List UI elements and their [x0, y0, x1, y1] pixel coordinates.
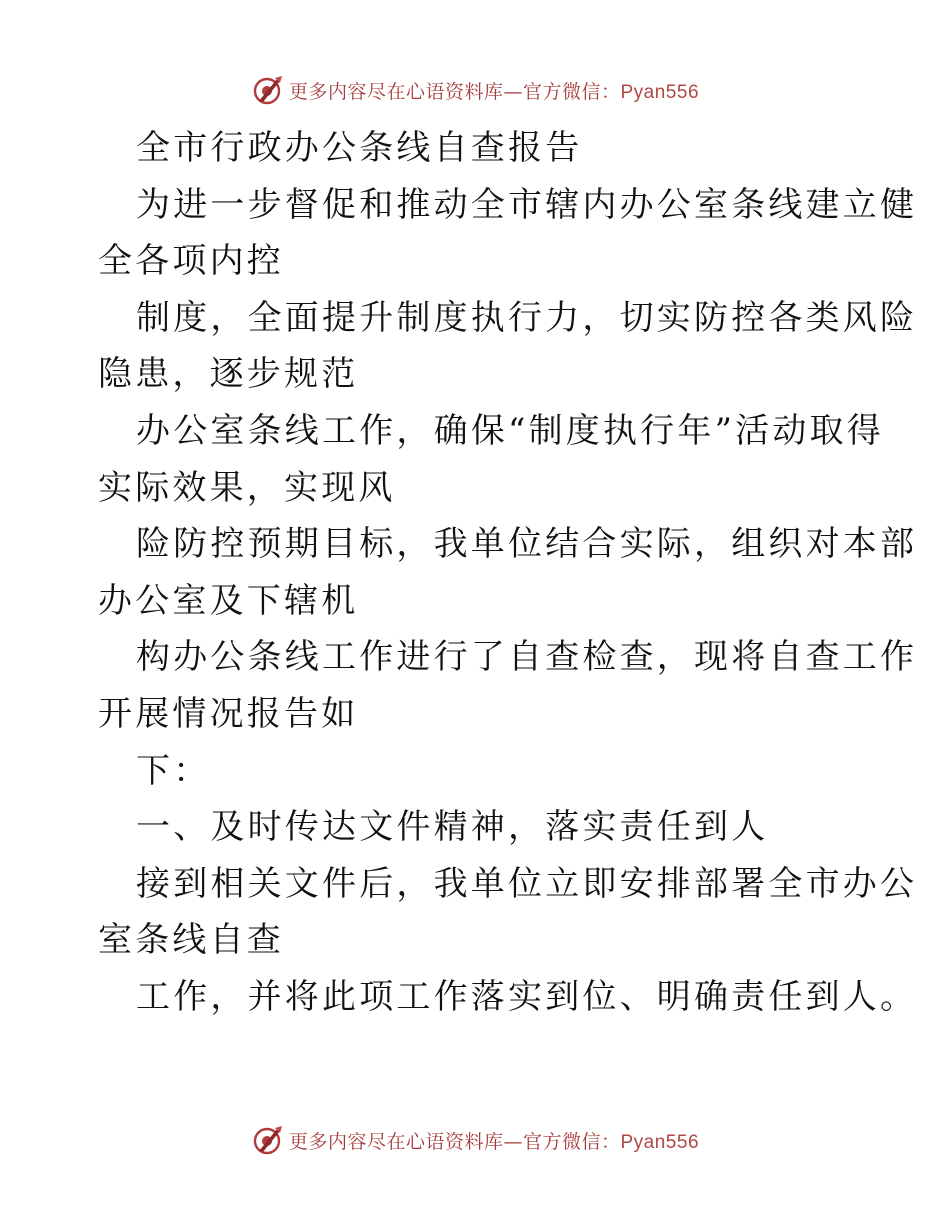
paragraph-line: 接到相关文件后，我单位立即安排部署全市办公	[136, 863, 918, 904]
quill-seal-icon	[251, 1123, 285, 1157]
quill-seal-icon	[251, 73, 285, 107]
paragraph-line: 办公室条线工作，确保“制度执行年”活动取得	[136, 410, 884, 451]
watermark-text	[289, 77, 699, 104]
watermark-handle: Pyan556	[620, 1131, 700, 1153]
paragraph-line: 全各项内控	[98, 241, 284, 282]
footer-watermark	[0, 1120, 950, 1160]
paragraph-line: 制度，全面提升制度执行力，切实防控各类风险	[136, 297, 918, 338]
watermark-text	[289, 1127, 699, 1154]
document-body	[98, 120, 918, 1026]
watermark-handle: Pyan556	[620, 81, 700, 103]
paragraph-line: 实际效果，实现风	[98, 467, 396, 508]
paragraph-line: 办公室及下辖机	[98, 580, 359, 621]
paragraph-line: 险防控预期目标，我单位结合实际，组织对本部	[136, 524, 918, 565]
watermark-label: 更多内容尽在心语资料库—官方微信：	[288, 80, 621, 103]
paragraph-line: 工作，并将此项工作落实到位、明确责任到人。	[136, 976, 918, 1017]
paragraph-line: 开展情况报告如	[98, 693, 359, 734]
paragraph-line: 下：	[136, 750, 211, 791]
section-heading: 一、及时传达文件精神，落实责任到人	[136, 807, 769, 848]
paragraph-line: 隐患，逐步规范	[98, 354, 359, 395]
paragraph-line: 为进一步督促和推动全市辖内办公室条线建立健	[136, 184, 918, 225]
header-watermark	[0, 70, 950, 110]
document-title: 全市行政办公条线自查报告	[136, 128, 583, 168]
watermark-label: 更多内容尽在心语资料库—官方微信：	[288, 1130, 621, 1153]
paragraph-line: 室条线自查	[98, 920, 284, 961]
paragraph-line: 构办公条线工作进行了自查检查，现将自查工作	[136, 637, 918, 678]
